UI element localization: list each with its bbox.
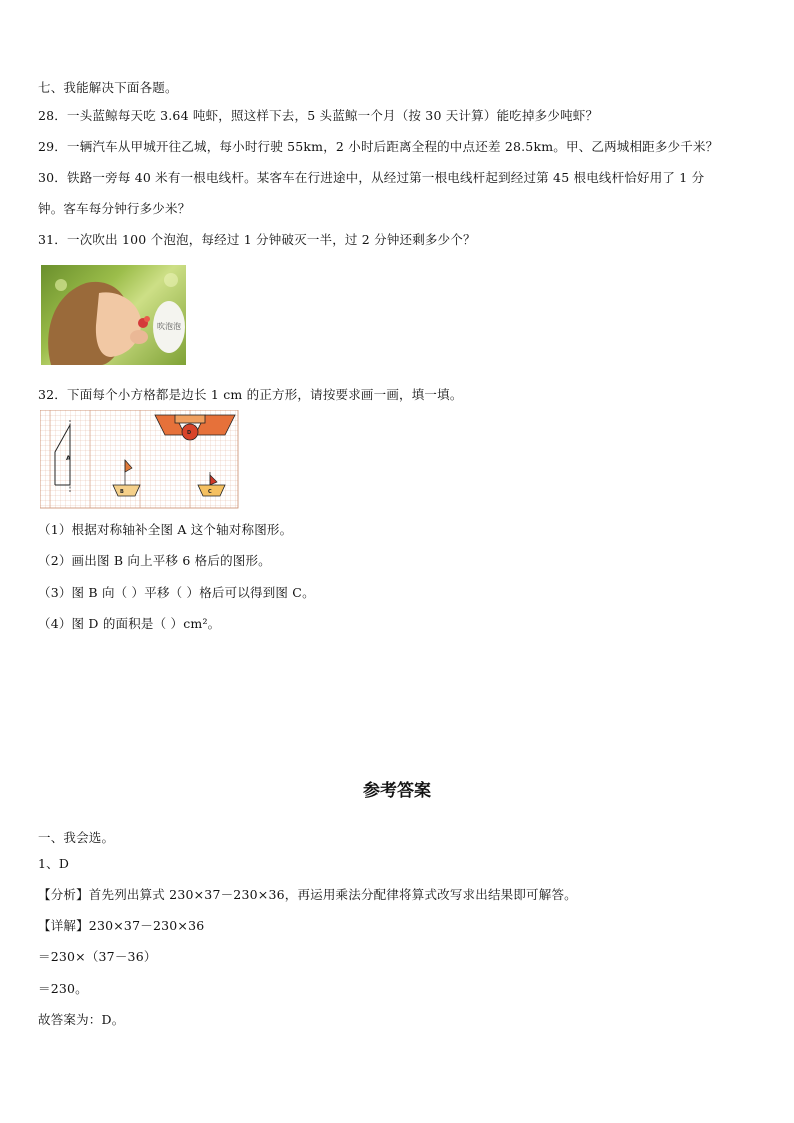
- question-number: 30．: [38, 170, 68, 185]
- grid-figure: [40, 410, 240, 513]
- q32-sub-3: （3）图 B 向（ ）平移（ ）格后可以得到图 C。: [38, 585, 315, 600]
- answer-1: 1、D: [38, 856, 70, 871]
- answer-step-1: ＝230×（37－36）: [38, 949, 157, 964]
- question-32: 32．下面每个小方格都是边长 1 cm 的正方形，请按要求画一画，填一填。: [38, 387, 463, 402]
- question-text: 一次吹出 100 个泡泡，每经过 1 分钟破灭一半，过 2 分钟还剩多少个？: [67, 232, 476, 247]
- answer-conclusion: 故答案为：D。: [38, 1012, 125, 1027]
- answers-title: 参考答案: [363, 781, 431, 801]
- answer-detail: 【详解】230×37－230×36: [38, 918, 205, 933]
- question-text: 铁路一旁每 40 米有一根电线杆。某客车在行进途中，从经过第一根电线杆起到经过第 45 根电线杆恰好用了 1 分: [67, 170, 705, 185]
- question-29: [38, 137, 718, 155]
- question-text: 一头蓝鲸每天吃 3.64 吨虾，照这样下去，5 头蓝鲸一个月（按 30 天计算）能吃掉多少吨虾？: [67, 108, 599, 123]
- bubble-text: 吹泡泡: [157, 322, 181, 331]
- q32-sub-4: （4）图 D 的面积是（ ）cm²。: [38, 616, 221, 631]
- question-text: 一辆汽车从甲城开往乙城，每小时行驶 55km，2 小时后距离全程的中点还差 28.5km。甲、乙两城相距多少千米？: [67, 139, 719, 154]
- answers-section1: 一、我会选。: [38, 830, 115, 845]
- label-c: C: [208, 489, 212, 495]
- question-number: 28．: [38, 108, 68, 123]
- section7-heading: 七、我能解决下面各题。: [38, 80, 178, 95]
- question-30-cont: [38, 199, 190, 217]
- question-28: [38, 106, 598, 124]
- question-30: [38, 168, 704, 186]
- label-a: A: [66, 455, 71, 462]
- label-b: B: [120, 489, 124, 495]
- q32-sub-2: （2）画出图 B 向上平移 6 格后的图形。: [38, 553, 271, 568]
- answer-step-2: ＝230。: [38, 981, 88, 996]
- photo-illustration: [41, 265, 186, 365]
- question-number: 29．: [38, 139, 68, 154]
- answer-analysis: 【分析】首先列出算式 230×37－230×36，再运用乘法分配律将算式改写求出结果即可解答。: [38, 887, 577, 902]
- label-d: D: [187, 430, 192, 436]
- girl-blowing-bubbles-photo: [41, 265, 186, 365]
- question-31: [38, 230, 476, 248]
- question-text: 钟。客车每分钟行多少米？: [38, 201, 191, 216]
- grid-svg: [40, 410, 240, 510]
- question-number: 31．: [38, 232, 68, 247]
- q32-sub-1: （1）根据对称轴补全图 A 这个轴对称图形。: [38, 522, 293, 537]
